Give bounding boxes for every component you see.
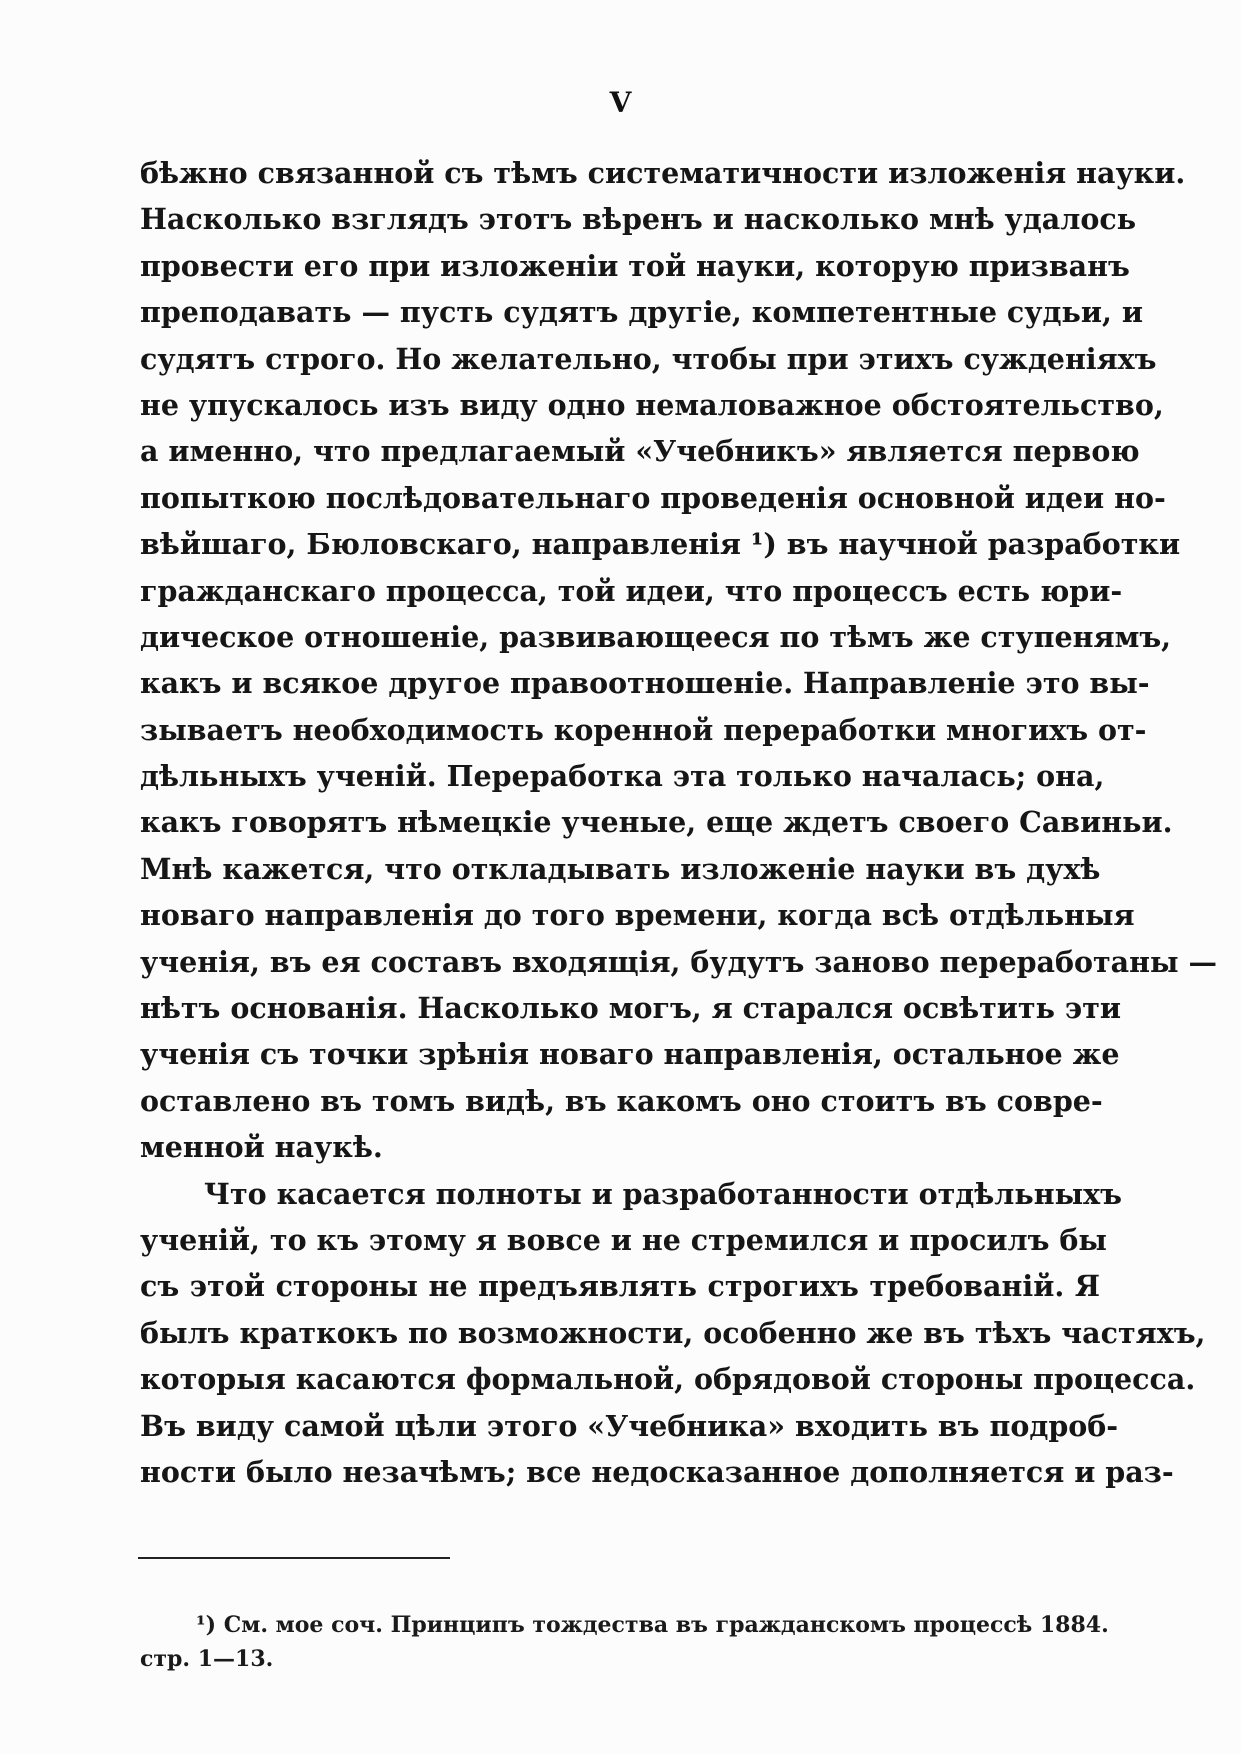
text-line: провести его при изложеніи той науки, которую призванъ (140, 248, 1130, 283)
text-line: какъ говорятъ нѣмецкіе ученые, еще ждетъ своего Савиньи. (140, 805, 1173, 840)
text-line: бѣжно связанной съ тѣмъ систематичности изложенія науки. (140, 156, 1186, 190)
text-line: новаго направленія до того времени, когда всѣ отдѣльныя (140, 898, 1135, 933)
text-line: судятъ строго. Но желательно, чтобы при этихъ сужденіяхъ (140, 341, 1157, 376)
text-line: Насколько взглядъ этотъ вѣренъ и насколько мнѣ удалось (140, 202, 1137, 237)
text-line: нѣтъ основанія. Насколько могъ, я старался освѣтить эти (140, 991, 1122, 1026)
text-line: ученій, то къ этому я вовсе и не стремился и просилъ бы (140, 1222, 1107, 1257)
text-line: зываетъ необходимость коренной переработки многихъ от- (140, 712, 1147, 747)
text-line: не упускалось изъ виду одно немаловажное обстоятельство, (140, 387, 1164, 422)
text-line: Мнѣ кажется, что откладывать изложеніе науки въ духѣ (140, 851, 1101, 886)
text-line: дѣльныхъ ученій. Переработка эта только началась; она, (140, 759, 1105, 794)
text-line: попыткою послѣдовательнаго проведенія основной идеи но- (140, 480, 1166, 515)
page-number: V (609, 86, 632, 119)
footnote (140, 1608, 1109, 1676)
text-line: оставлено въ томъ видѣ, въ какомъ оно стоитъ въ совре- (140, 1083, 1103, 1118)
paragraph-start-line: Что касается полноты и разработанности отдѣльныхъ (204, 1176, 1122, 1211)
text-line: былъ краткокъ по возможности, особенно же въ тѣхъ частяхъ, (140, 1315, 1206, 1350)
text-line: какъ и всякое другое правоотношеніе. Направленіе это вы- (140, 666, 1150, 701)
text-line: преподавать — пусть судятъ другіе, компетентные судьи, и (140, 295, 1143, 330)
text-line: съ этой стороны не предъявлять строгихъ требованій. Я (140, 1269, 1100, 1304)
footnote-line: стр. 1—13. (140, 1646, 274, 1672)
text-line: ности было незачѣмъ; все недосказанное дополняется и раз- (140, 1454, 1174, 1489)
footnote-divider (138, 1557, 450, 1559)
text-line: ученія, въ ея составъ входящія, будутъ заново переработаны — (140, 944, 1218, 979)
text-line: менной наукѣ. (140, 1130, 383, 1165)
text-line: вѣйшаго, Бюловскаго, направленія ¹) въ научной разработки (140, 527, 1181, 562)
text-line: дическое отношеніе, развивающееся по тѣмъ же ступенямъ, (140, 619, 1172, 654)
text-line: которыя касаются формальной, обрядовой стороны процесса. (140, 1362, 1196, 1397)
text-line: ученія съ точки зрѣнія новаго направленія, остальное же (140, 1037, 1120, 1072)
body-text (140, 150, 1218, 1495)
text-line: Въ виду самой цѣли этого «Учебника» входить въ подроб- (140, 1408, 1119, 1443)
text-line: а именно, что предлагаемый «Учебникъ» является первою (140, 434, 1140, 469)
text-line: гражданскаго процесса, той идеи, что процессъ есть юри- (140, 573, 1123, 608)
footnote-line: ¹) См. мое соч. Принципъ тождества въ гражданскомъ процессѣ 1884. (196, 1612, 1109, 1638)
